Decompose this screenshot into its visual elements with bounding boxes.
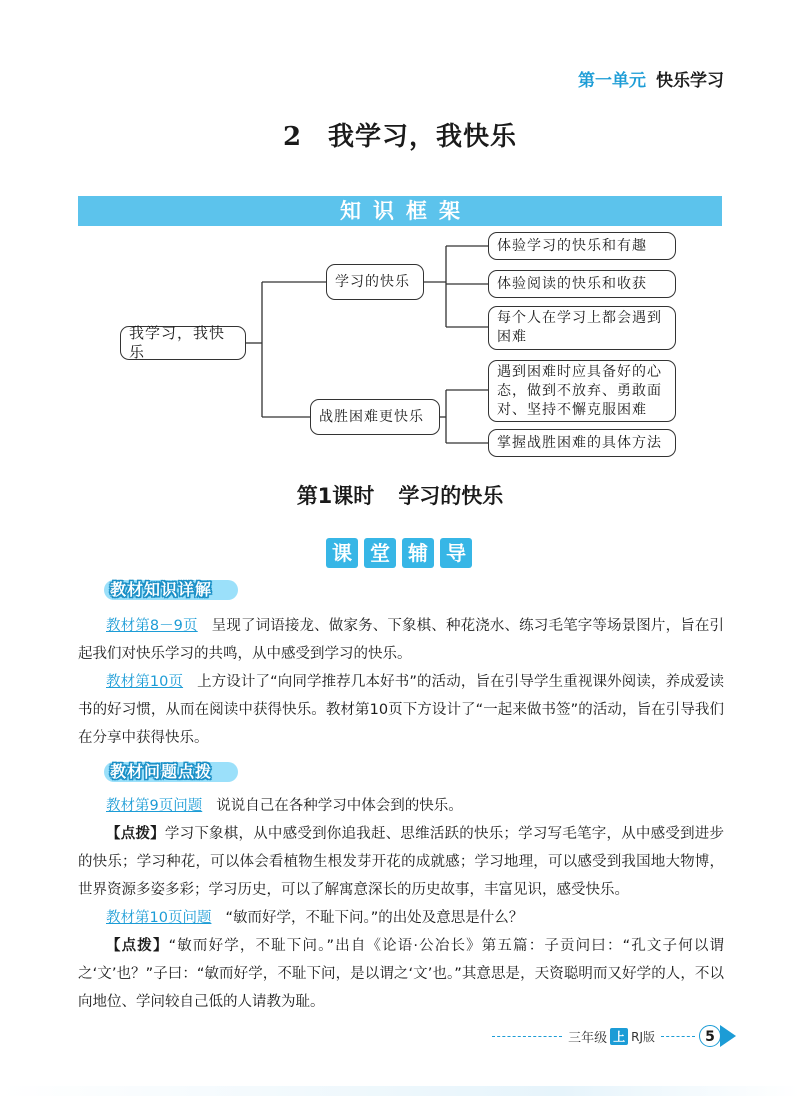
guide-title-char: 辅 bbox=[402, 538, 434, 568]
knowledge-paragraph-2 bbox=[78, 668, 724, 752]
section-heading-text: 教材知识详解 bbox=[110, 580, 213, 599]
paragraph-text: 呈现了词语接龙、做家务、下象棋、种花浇水、练习毛笔字等场景图片，旨在引起我们对快乐学习的共鸣，从中感受到学习的快乐。 bbox=[78, 618, 725, 662]
answer-1 bbox=[78, 820, 724, 904]
textbook-ref: 教材第9页问题 bbox=[106, 798, 203, 814]
textbook-ref: 教材第10页问题 bbox=[106, 910, 212, 926]
section-heading-questions bbox=[104, 760, 212, 784]
footer-edition: RJ版 bbox=[631, 1029, 655, 1044]
chapter-number: 2 bbox=[282, 122, 303, 152]
mindmap-leaf: 体验阅读的快乐和收获 bbox=[488, 270, 676, 298]
mindmap-branch-2: 战胜困难更快乐 bbox=[310, 399, 440, 435]
arrow-icon bbox=[720, 1025, 736, 1047]
paragraph-text: 上方设计了“向同学推荐几本好书”的活动，旨在引导学生重视课外阅读，养成爱读书的好习惯，从而在阅读中获得快乐。教材第10页下方设计了“一起来做书签”的活动，旨在引导我们在分享中获得快乐。 bbox=[78, 674, 724, 746]
mindmap-branch-1: 学习的快乐 bbox=[326, 264, 424, 300]
question-1 bbox=[78, 792, 724, 820]
textbook-ref: 教材第8－9页 bbox=[106, 618, 198, 634]
mindmap-leaf: 掌握战胜困难的具体方法 bbox=[488, 429, 676, 457]
mindmap-leaf: 每个人在学习上都会遇到困难 bbox=[488, 306, 676, 350]
guide-title-char: 导 bbox=[440, 538, 472, 568]
section-heading-text: 教材问题点拨 bbox=[110, 762, 213, 781]
question-text: 说说自己在各种学习中体会到的快乐。 bbox=[216, 798, 463, 814]
lesson-number: 第1课时 bbox=[296, 484, 375, 508]
class-guide-title bbox=[326, 538, 472, 568]
footer-dashes bbox=[492, 1036, 562, 1037]
unit-title: 快乐学习 bbox=[656, 71, 724, 91]
answer-2 bbox=[78, 932, 724, 1016]
guide-title-char: 堂 bbox=[364, 538, 396, 568]
textbook-ref: 教材第10页 bbox=[106, 674, 184, 690]
footer-term: 上 bbox=[610, 1028, 628, 1045]
footer-dashes bbox=[661, 1036, 695, 1037]
hint-tag: 【点拨】 bbox=[106, 938, 169, 954]
answer-text: 学习下象棋，从中感受到你追我赶、思维活跃的快乐；学习写毛笔字，从中感受到进步的快乐；学习种花，可以体会看植物生根发芽开花的成就感；学习地理，可以感受到我国地大物博，世界资源多姿多彩；学习历史，可以了解寓意深长的历史故事，丰富见识，感受快乐。 bbox=[78, 826, 725, 898]
question-2 bbox=[78, 904, 724, 932]
guide-title-char: 课 bbox=[326, 538, 358, 568]
lesson-title bbox=[0, 480, 800, 510]
hint-tag: 【点拨】 bbox=[106, 826, 165, 842]
chapter-title-text: 我学习，我快乐 bbox=[328, 122, 518, 152]
mindmap-leaf: 遇到困难时应具备好的心态，做到不放弃、勇敢面对、坚持不懈克服困难 bbox=[488, 360, 676, 422]
framework-title-bar: 知识框架 bbox=[78, 196, 722, 226]
mindmap-leaf: 体验学习的快乐和有趣 bbox=[488, 232, 676, 260]
page-number: 5 bbox=[699, 1025, 721, 1047]
bottom-decoration bbox=[0, 1086, 800, 1096]
question-text: “敏而好学，不耻下问。”的出处及意思是什么？ bbox=[225, 910, 524, 926]
lesson-title-text: 学习的快乐 bbox=[398, 484, 504, 508]
unit-number: 第一单元 bbox=[578, 71, 646, 91]
answer-text: “敏而好学，不耻下问。”出自《论语·公冶长》第五篇：子贡问曰：“孔文子何以谓之‘文’也？”子曰：“敏而好学，不耻下问，是以谓之‘文’也。”其意思是，天资聪明而又好学的人，不以向地位、学问较自己低的人请教为耻。 bbox=[78, 938, 725, 1010]
section-heading-knowledge bbox=[104, 578, 212, 602]
footer-grade: 三年级 bbox=[568, 1030, 608, 1046]
mindmap-root: 我学习，我快乐 bbox=[120, 326, 246, 360]
page-footer bbox=[492, 1024, 736, 1048]
knowledge-paragraph-1 bbox=[78, 612, 724, 668]
